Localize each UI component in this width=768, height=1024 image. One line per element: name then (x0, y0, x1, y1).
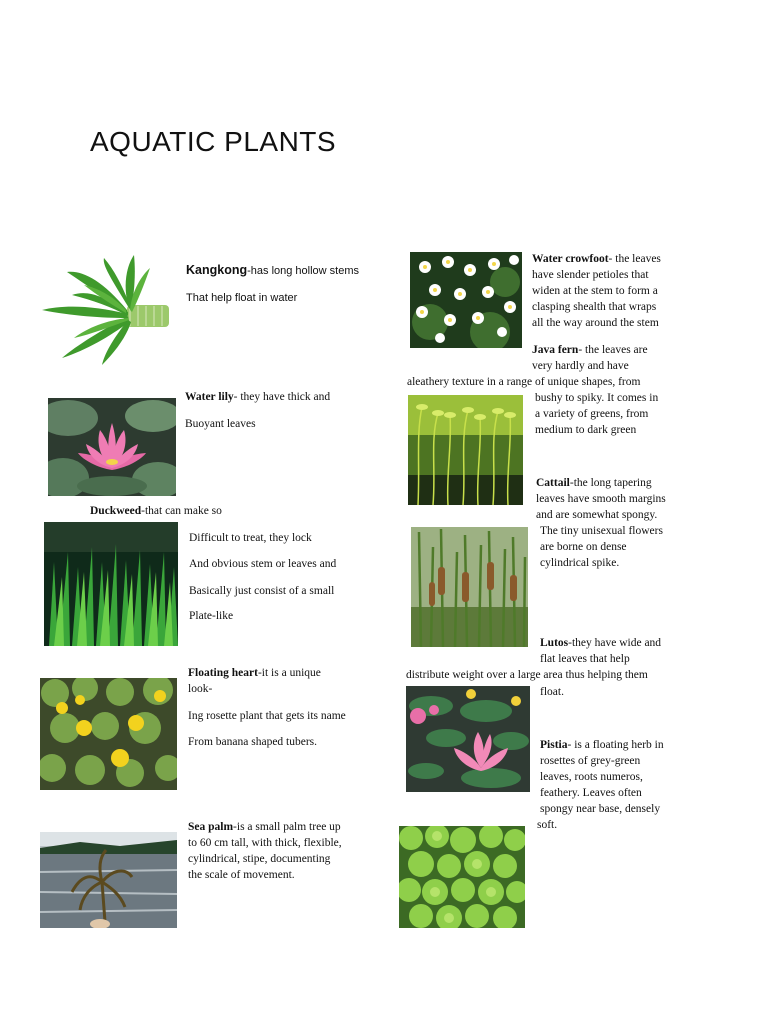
duckweed-desc-line4: Basically just consist of a small (189, 585, 335, 597)
floating-heart-desc: Floating heart-it is a unique (188, 667, 321, 679)
lutos-desc-line2: flat leaves that help (540, 653, 630, 665)
java-fern-name: Java fern (532, 344, 579, 356)
duckweed-name: Duckweed (90, 505, 142, 517)
water-crowfoot-desc-line4: clasping shealth that wraps (532, 301, 657, 313)
water-lily-desc-line2: Buoyant leaves (185, 418, 256, 430)
pistia-desc: Pistia- is a floating herb in (540, 739, 664, 751)
water-lily-name: Water lily (185, 391, 234, 403)
lutos-desc-line4: float. (540, 686, 564, 698)
kangkong-image (32, 250, 177, 370)
water-crowfoot-desc: Water crowfoot- the leaves (532, 253, 661, 265)
pistia-desc-line3: leaves, roots numeros, (540, 771, 643, 783)
water-crowfoot-desc-line2: have slender petioles that (532, 269, 649, 281)
kangkong-desc: Kangkong-has long hollow stems (186, 263, 359, 277)
kangkong-name: Kangkong (186, 263, 248, 277)
pistia-desc-line5: spongy near base, densely (540, 803, 661, 815)
java-fern-desc-line2: very hardly and have (532, 360, 629, 372)
lotus-image (406, 686, 530, 792)
floating-heart-image (40, 678, 177, 790)
sea-palm-desc-line2: to 60 cm tall, with thick, flexible, (188, 837, 342, 849)
pistia-desc-line4: feathery. Leaves often (540, 787, 642, 799)
java-fern-image (408, 395, 523, 505)
floating-heart-desc-line4: From banana shaped tubers. (188, 736, 318, 748)
cattail-desc-line4: The tiny unisexual flowers (540, 525, 663, 537)
pistia-name: Pistia (540, 739, 568, 751)
java-fern-desc-line5: a variety of greens, from (535, 408, 649, 420)
cattail-desc-line6: cylindrical spike. (540, 557, 620, 569)
cattail-desc-line2: leaves have smooth margins (536, 493, 666, 505)
sea-palm-name: Sea palm (188, 821, 234, 833)
cattail-desc-line3: and are somewhat spongy. (536, 509, 658, 521)
page-title: AQUATIC PLANTS (90, 126, 337, 157)
water-crowfoot-image (410, 252, 522, 348)
water-crowfoot-desc-line3: widen at the stem to form a (532, 285, 658, 297)
duckweed-desc-line2: Difficult to treat, they lock (189, 532, 312, 544)
water-crowfoot-desc-line5: all the way around the stem (532, 317, 659, 329)
cattail-image (411, 527, 528, 647)
water-lily-desc: Water lily- they have thick and (185, 391, 331, 403)
lutos-name: Lutos (540, 637, 569, 649)
floating-heart-name: Floating heart (188, 667, 258, 679)
cattail-desc-line5: are borne on dense (540, 541, 627, 553)
sea-palm-desc-line4: the scale of movement. (188, 869, 295, 881)
sea-palm-image (40, 832, 177, 928)
duckweed-desc: Duckweed-that can make so (90, 505, 222, 517)
cattail-name: Cattail (536, 477, 570, 489)
java-fern-desc-line6: medium to dark green (535, 424, 637, 436)
water-lily-image (48, 398, 176, 496)
kangkong-desc-line2: That help float in water (186, 292, 298, 304)
java-fern-desc: Java fern- the leaves are (532, 344, 648, 356)
duckweed-desc-line5: Plate-like (189, 610, 234, 622)
java-fern-desc-line3: aleathery texture in a range of unique shapes, from (407, 376, 641, 388)
sea-palm-desc: Sea palm-is a small palm tree up (188, 821, 341, 833)
lutos-desc: Lutos-they have wide and (540, 637, 662, 649)
pistia-image (399, 826, 525, 928)
duckweed-desc-line3: And obvious stem or leaves and (189, 558, 337, 570)
pistia-desc-line6: soft. (537, 819, 558, 831)
floating-heart-desc-line3: Ing rosette plant that gets its name (188, 710, 346, 722)
duckweed-image (44, 522, 178, 646)
floating-heart-desc-line2: look- (188, 683, 213, 695)
java-fern-desc-line4: bushy to spiky. It comes in (535, 392, 659, 404)
cattail-desc: Cattail-the long tapering (536, 477, 652, 489)
sea-palm-desc-line3: cylindrical, stipe, documenting (188, 853, 331, 865)
water-crowfoot-name: Water crowfoot (532, 253, 609, 265)
pistia-desc-line2: rosettes of grey-green (540, 755, 641, 767)
lutos-desc-line3: distribute weight over a large area thus helping them (406, 669, 648, 681)
